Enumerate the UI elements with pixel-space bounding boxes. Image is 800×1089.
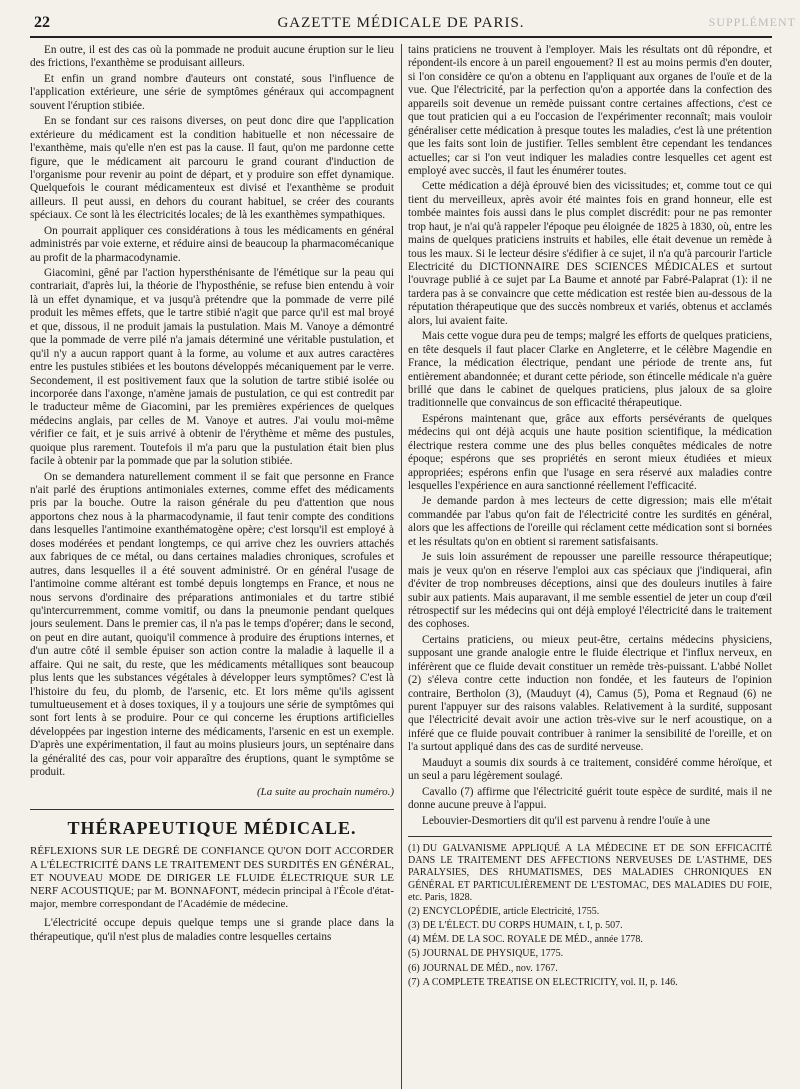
- footnote-number: (2): [408, 905, 420, 917]
- footnote-text: DE L'ÉLECT. DU CORPS HUMAIN, t. I, p. 507.: [422, 920, 623, 932]
- right-column: [408, 44, 772, 1089]
- footnote-text: A COMPLETE TREATISE ON ELECTRICITY, vol. II, p. 146.: [422, 976, 678, 988]
- footnote-number: (1): [408, 842, 420, 854]
- column-divider: [401, 44, 402, 1089]
- paragraph: Giacomini, gêné par l'action hypersthénisante de l'émétique sur la peau qui contrariait, d'après lui, la théorie de l'hyposthénie, se refuse bien entendu à voir là un effet dynamique, et va jusqu'à prétendre que la pommade de verre pilé produit les mêmes effets, que le tartre stibié n'agit que parce qu'il est mal broyé et que, dissous, il ne produit jamais la pustulation. Mais M. Vanoye a démontré que la pommade de verre pilé n'a jamais déterminé une véritable pustulation, et qu'il n'y a aucun rapport quant à la forme, au volume et aux autres caractères entre les pustules stibiées et les boutons développés mécaniquement par le verre. Secondement, il est positivement faux que la solution de tartre stibié isolée ou incorporée dans l'axonge, n'amène jamais de pustulation, ce qui est contredit par le traducteur même de Giacomini, par les premières expériences de quelques médecins anglais, par celles de M. Vanoye et autres. J'ai voulu moi-même vérifier ce fait, et je suis arrivé à obtenir de l'érythème et même des pustules, quoique plus rarement. Toutefois il m'a paru que la pustulation était bien plus facile à obtenir par la pommade que par la solution stibiée.: [30, 267, 394, 468]
- paragraph: Mais cette vogue dura peu de temps; malgré les efforts de quelques praticiens, en tête desquels il faut placer Clarke en Angleterre, et le célèbre Magendie en France, la médication électrique, pendant une période de trente ans, fut entièrement abandonnée; et durant cette période, son étincelle médicale n'a guère brillé que dans le cabinet de quelques praticiens, plus jaloux de sa gloire traditionnelle que convaincus de son efficacité thérapeutique.: [408, 330, 772, 410]
- footnote: [408, 906, 772, 918]
- footnote-number: (3): [408, 920, 420, 932]
- page-header: [30, 10, 796, 38]
- footnote: [408, 843, 772, 904]
- footnote-number: (6): [408, 962, 420, 974]
- paragraph: On pourrait appliquer ces considérations à tous les médicaments en général administrés par voie externe, et réduire ainsi de beaucoup la pharmacomécanique au profit de la pharmacodynamie.: [30, 224, 394, 264]
- paragraph: Et enfin un grand nombre d'auteurs ont constaté, sous l'influence de l'application extérieure, une série de symptômes généraux qui accompagnent souvent l'éruption stibiée.: [30, 72, 394, 112]
- paragraph: Je suis loin assurément de repousser une pareille ressource thérapeutique; mais je veux qu'on en réserve l'emploi aux cas spéciaux que j'indiquerai, afin d'éviter de trop nombreuses déceptions, ainsi que des douleurs inutiles à faire subir aux patients. Mais auparavant, il me semble essentiel de jeter un coup d'œil rétrospectif sur les médecins qui ont déjà employé l'électricité dans le traitement des cophoses.: [408, 551, 772, 631]
- paragraph: On se demandera naturellement comment il se fait que personne en France n'ait parlé des éruptions antimoniales externes, comme effet des médicaments pris par la bouche. Outre la raison générale du peu d'attention que nous apportons chez nous à la pharmacodynamie, il faut tenir compte des conditions dans lesquelles l'antimoine exanthématogène opère; c'est lorsqu'il est employé à doses modérées et pendant longtemps, ce qui arrive chez les ouvriers attachés aux fabriques de ce métal, ou dans certaines maladies chroniques, scrofules et autres, dans lesquelles il a été souvent administré. Or en général l'usage de l'antimoine comme altérant est tombé depuis longtemps en France, et nous ne nous servons d'ordinaire des préparations antimoniales et du tartre stibié qu'intercurremment, comme vomitif, ou dans la pneumonie pendant quelques jours seulement. Dans le premier cas, il n'a pas le temps d'opérer; dans le second, on peut en dire autant, quoiqu'il commence à produire des éruptions internes, et d'un autre côté il semble épuiser son action contre la maladie à laquelle il a affaire. Qui ne sait, du reste, que les médicaments métalliques sont beaucoup plus lents que les substances végétales à développer leurs symptômes? C'est là l'histoire du feu, du plomb, de l'arsenic, etc. Et lors même qu'ils agissent tumultueusement et à doses toxiques, il y a toujours une série de symptômes qui sont fort lents à se produire. Pour ce qui concerne les éruptions artificielles développées par ingestion interne des médicaments, l'arsenic en est un exemple. D'après une expérimentation, il faut au moins plusieurs jours, un septénaire dans la généralité des cas, pour voir apparaître des éruptions, quant le symptôme se produit.: [30, 470, 394, 779]
- footnotes: [408, 836, 772, 989]
- running-title: GAZETTE MÉDICALE DE PARIS.: [277, 15, 525, 31]
- article-summary: [30, 845, 394, 911]
- footnote: [408, 977, 772, 989]
- paragraph: Cavallo (7) affirme que l'électricité guérit toute espèce de surdité, mais il ne donne aucune preuve à l'appui.: [408, 785, 772, 812]
- paragraph: En se fondant sur ces raisons diverses, on peut donc dire que l'application extérieure du médicament est la condition habituelle et non nécessaire de l'exanthème, mais qu'elle n'en est pas la cause. Il faut, qu'on me pardonne cette figure, que le médicament ait parcouru le grand courant d'induction de l'organisme pour revenir au point de départ, et y produire son effet dynamique. Quelquefois le courant médicamenteux est divisé et l'exanthème se produit ailleurs. Il peut aussi, en dehors du courant habituel, se créer des courants spéciaux. Ce sont là les électricités locales; de là les exanthèmes sympathiques.: [30, 115, 394, 222]
- footnote-text: ENCYCLOPÉDIE, article Electricité, 1755.: [422, 905, 600, 917]
- paragraph: Certains praticiens, ou mieux peut-être, certains médecins physiciens, supposant une grande analogie entre le fluide électrique et l'influx nerveux, en inférèrent que ce fluide devait constituer un remède très-puissant. L'abbé Nollet (2) s'éleva contre cette induction non fondée, et les fauteurs de l'opinion contraire, Bertholon (3), (Mauduyt (4), Camus (5), Poma et Regnaud (6) ne purent l'appuyer sur des raisons valables. Relativement à la surdité, supposant que l'électricité devait avoir une action très-vive sur le nerf acoustique, on a inféré que ce fluide pouvait contribuer à ranimer la sensibilité de l'oreille, et on l'a surtout appliqué dans des cas de surdité nerveuse.: [408, 633, 772, 754]
- footnote-text: MÉM. DE LA SOC. ROYALE DE MÉD., année 1778.: [422, 934, 643, 946]
- footnote-number: (4): [408, 934, 420, 946]
- footnote: [408, 963, 772, 975]
- article-summary-text: RÉFLEXIONS SUR LE DEGRÉ DE CONFIANCE QU'ON DOIT ACCORDER A L'ÉLECTRICITÉ DANS LE TRAITEMENT DES SURDITÉS EN GÉNÉRAL, ET NOUVEAU MODE DE DIRIGER LE FLUIDE ÉLECTRIQUE SUR LE NERF ACOUSTIQUE;: [30, 845, 394, 897]
- paragraph: En outre, il est des cas où la pommade ne produit aucune éruption sur le lieu des frictions, l'exanthème se produisant ailleurs.: [30, 44, 394, 70]
- paragraph: Lebouvier-Desmortiers dit qu'il est parvenu à rendre l'ouïe à une: [422, 814, 711, 827]
- footnote-number: (7): [408, 976, 420, 988]
- article-byline: par M. BONNAFONT, médecin principal à l'École d'état-major, membre correspondant de l'Académie de médecine.: [30, 884, 394, 911]
- footnote-text: JOURNAL DE MÉD., nov. 1767.: [422, 962, 558, 974]
- footnote-text: DU GALVANISME APPLIQUÉ A LA MÉDECINE ET DE SON EFFICACITÉ DANS LE TRAITEMENT DES AFFECTIONS NERVEUSES DE L'ASTHME, DES PARALYSIES, DES RHUMATISMES, DES MALADIES CHRONIQUES EN GÉNÉRAL ET PARTICULIÈREMENT DE L'ESTOMAC, DES MALADIES DU FOIE, etc. Paris, 1828.: [408, 842, 772, 903]
- section-heading: THÉRAPEUTIQUE MÉDICALE.: [67, 817, 357, 838]
- footnote: [408, 920, 772, 932]
- footnote-text: JOURNAL DE PHYSIQUE, 1775.: [422, 948, 564, 960]
- left-column: [30, 44, 394, 1089]
- bleed-through-text: SUPPLÉMENT: [708, 15, 796, 29]
- article-opening: L'électricité occupe depuis quelque temps une si grande place dans la thérapeutique, qu'il n'est plus de maladies contre lesquelles certains: [30, 917, 394, 943]
- section-divider: [30, 809, 394, 810]
- paragraph: Mauduyt a soumis dix sourds à ce traitement, considéré comme héroïque, et un seul a paru légèrement soulagé.: [408, 756, 772, 783]
- paragraph: Cette médication a déjà éprouvé bien des vicissitudes; et, comme tout ce qui tient du merveilleux, après avoir été maintes fois en grand honneur, elle est tombée maintes fois aussi dans le plus complet discrédit: pour ne pas remonter trop haut, je n'ai qu'à rappeler l'époque peu éloignée de 1825 à 1830, où, entre les mains de quelques praticiens instruits et habiles, elle était devenue un remède à tous les maux. Si le lecteur désire s'édifier à ce sujet, il n'a qu'à parcourir l'article Electricité du DICTIONNAIRE DES SCIENCES MÉDICALES et surtout l'ouvrage publié à ce sujet par La Baume et annoté par Fabré-Palaprat (1): il ne tardera pas à se convaincre que cette médication est restée bien au-dessous de la réputation thérapeutique que des succès nombreux et variés, obtenus et acclamés alors, lui avaient faite.: [408, 180, 772, 327]
- footnote-number: (5): [408, 948, 420, 960]
- footnote: [408, 948, 772, 960]
- page-number: 22: [34, 14, 50, 31]
- paragraph: tains praticiens ne trouvent à l'employer. Mais les résultats ont dû répondre, et répondent-ils encore à un pareil engouement? Il est au moins permis d'en douter, si l'on considère ce qu'on a obtenu en l'appliquant aux organes de l'ouïe et de la vue. Que l'électricité, par la perfection qu'on a apportée dans la confection des appareils soit devenue un remède puissant contre certaines affections, c'est ce que tout praticien qui a eu l'occasion de l'expérimenter reconnaît; mais vouloir généraliser cette médication à presque toutes les maladies, c'est là une prétention que les faits sont loin de justifier. Telles semblent être cependant les tendances actuelles; car si l'on veut indiquer les maladies contre lesquelles cet agent est employé avec succès, il faut les énumérer toutes.: [408, 44, 772, 177]
- continuation-note: (La suite au prochain numéro.): [257, 785, 394, 798]
- footnote: [408, 934, 772, 946]
- text-columns: [30, 44, 772, 1089]
- paragraph: Espérons maintenant que, grâce aux efforts persévérants de quelques médecins qui ont déjà acquis une haute position scientifique, la médication électrique restera comme une des plus belles conquêtes médicales de notre époque; espérons que ses propriétés en seront mieux étudiées et mieux appropriées; espérons enfin que l'usage en sera réservé aux maladies contre lesquelles l'expérience en aura sanctionné réellement l'efficacité.: [408, 412, 772, 492]
- paragraph: Je demande pardon à mes lecteurs de cette digression; mais elle m'était commandée par l'abus qu'on fait de l'électricité contre les surdités en général, alors que les affections de l'oreille qui réclament cette médication sont si bornées et les résultats qu'on en obtient si rarement satisfaisants.: [408, 495, 772, 548]
